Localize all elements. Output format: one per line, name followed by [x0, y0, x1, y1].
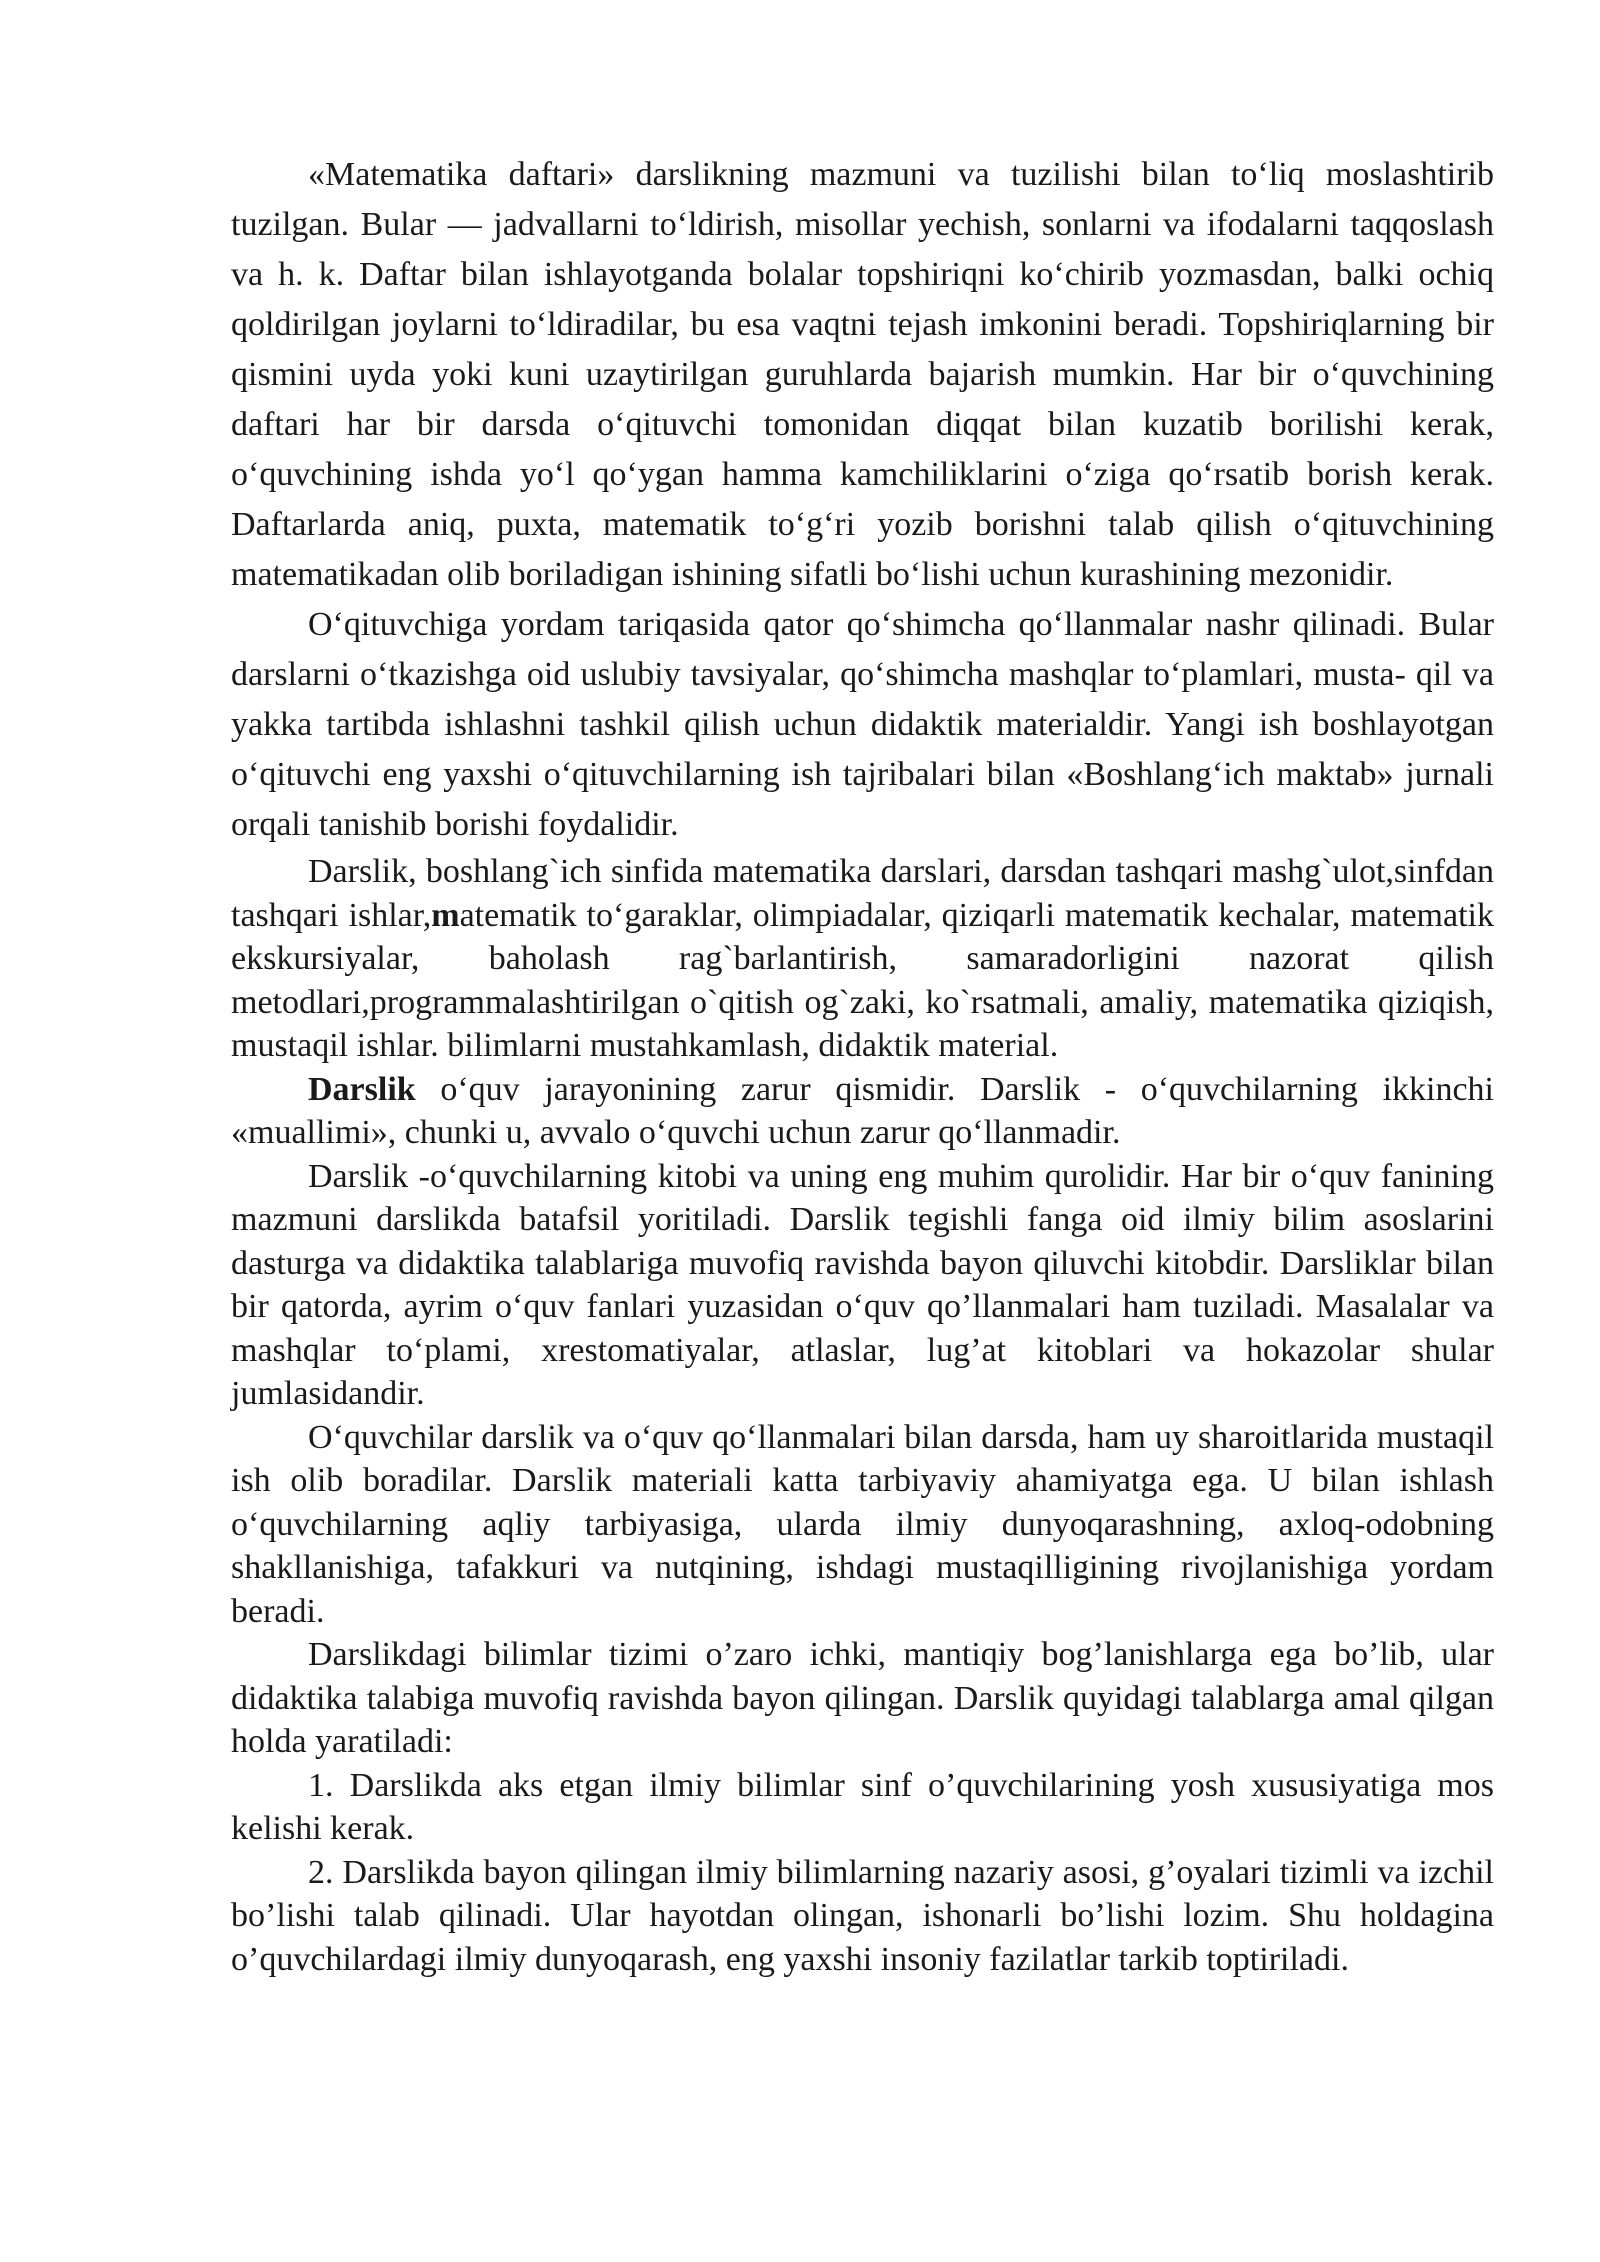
document-page [231, 150, 1494, 1981]
paragraph-bilimlar-tizimi: Darslikdagi bilimlar tizimi o’zaro ichki, mantiqiy bog’lanishlarga ega bo’lib, ular didaktika talabiga muvofiq ravishda bayon qilingan. Darslik quyidagi talablarga amal qilgan holda yaratiladi: [231, 1636, 1494, 1760]
paragraph-darslik-list [231, 850, 1494, 1068]
paragraph-darslik-list-part1: Darslik, boshlang`ich sinfida matematika darslari, darsdan tashqari mashg`ulot,sinfdan tashqari ishlar, [231, 853, 1494, 934]
paragraph-darslik-definition-rest: o‘quv jarayonining zarur qismidir. Darslik - o‘quvchilarning ikkinchi «muallimi», chunki u, avvalo o‘quvchi uchun zarur qo‘llanmadir. [231, 1070, 1494, 1151]
list-item-1: 1. Darslikda aks etgan ilmiy bilimlar sinf o’quvchilarining yosh xususiyatiga mos kelishi kerak. [231, 1766, 1494, 1847]
paragraph-oquvchilar-darslik: O‘quvchilar darslik va o‘quv qo‘llanmalari bilan darsda, ham uy sharoitlarida mustaqil ish olib boradilar. Darslik materiali katta tarbiyaviy ahamiyatga ega. U bilan ishlash o‘quvchilarning aqliy tarbiyasiga, ularda ilmiy dunyoqarashning, axloq-odobning shakllanishiga, tafakkuri va nutqining, ishdagi mustaqilligining rivojlanishiga yordam beradi. [231, 1418, 1494, 1630]
list-item-2: 2. Darslikda bayon qilingan ilmiy bilimlarning nazariy asosi, g’oyalari tizimli va izchil bo’lishi talab qilinadi. Ular hayotdan olingan, ishonarli bo’lishi lozim. Shu holdagina o’quvchilardagi ilmiy dunyoqarash, eng yaxshi insoniy fazilatlar tarkib toptiriladi. [231, 1853, 1494, 1978]
paragraph-darslik-kitobi: Darslik -o‘quvchilarning kitobi va uning eng muhim qurolidir. Har bir o‘quv fanining mazmuni darslikda batafsil yoritiladi. Darslik tegishli fanga oid ilmiy bilim asoslarini dasturga va didaktika talablariga muvofiq ravishda bayon qiluvchi kitobdir. Darsliklar bilan bir qatorda, ayrim o‘quv fanlari yuzasidan o‘quv qo’llanmalari ham tuziladi. Masalalar va mashqlar to‘plami, xrestomatiyalar, atlaslar, lug’at kitoblari va hokazolar shular jumlasidandir. [231, 1157, 1494, 1412]
paragraph-matematika-daftari: «Matematika daftari» darslikning mazmuni va tuzilishi bilan to‘liq moslashtirib tuzilgan. Bular — jadvallarni to‘ldirish, misollar yechish, sonlarni va ifodalarni taqqoslash va h. k. Daftar bilan ishlayotganda bolalar topshiriqni ko‘chirib yozmasdan, balki ochiq qoldirilgan joylarni to‘ldiradilar, bu esa vaqtni tejash imkonini beradi. Topshiriqlarning bir qismini uyda yoki kuni uzaytirilgan guruhlarda bajarish mumkin. Har bir o‘quvchining daftari har bir darsda o‘qituvchi tomonidan diqqat bilan kuzatib borilishi kerak, o‘quvchining ishda yo‘l qo‘ygan hamma kamchiliklarini o‘ziga qo‘rsatib borish kerak. Daftarlarda aniq, puxta, matematik to‘g‘ri yozib borishni talab qilish o‘qituvchining matematikadan olib boriladigan ishining sifatli bo‘lishi uchun kurashining mezonidir. [231, 156, 1494, 593]
paragraph-darslik-definition [231, 1068, 1494, 1155]
darslik-bold-term: Darslik [308, 1070, 416, 1108]
paragraph-oqituvchiga-yordam: O‘qituvchiga yordam tariqasida qator qo‘shimcha qo‘llanmalar nashr qilinadi. Bular darslarni o‘tkazishga oid uslubiy tavsiyalar, qo‘shimcha mashqlar to‘plamlari, musta- qil va yakka tartibda ishlashni tashkil qilish uchun didaktik materialdir. Yangi ish boshlayotgan o‘qituvchi eng yaxshi o‘qituvchilarning ish tajribalari bilan «Boshlang‘ich maktab» jurnali orqali tanishib borishi foydalidir. [231, 606, 1494, 843]
paragraph-darslik-list-part2: atematik to‘garaklar, olimpiadalar, qiziqarli matematik kechalar, matematik ekskursiyalar, baholash rag`barlantirish, samaradorligini nazorat qilish metodlari,programmalashtirilgan o`qitish og`zaki, ko`rsatmali, amaliy, matematika qiziqish, mustaqil ishlar. bilimlarni mustahkamlash, didaktik material. [231, 896, 1494, 1064]
paragraph-darslik-list-bold-letter: m [431, 896, 460, 934]
